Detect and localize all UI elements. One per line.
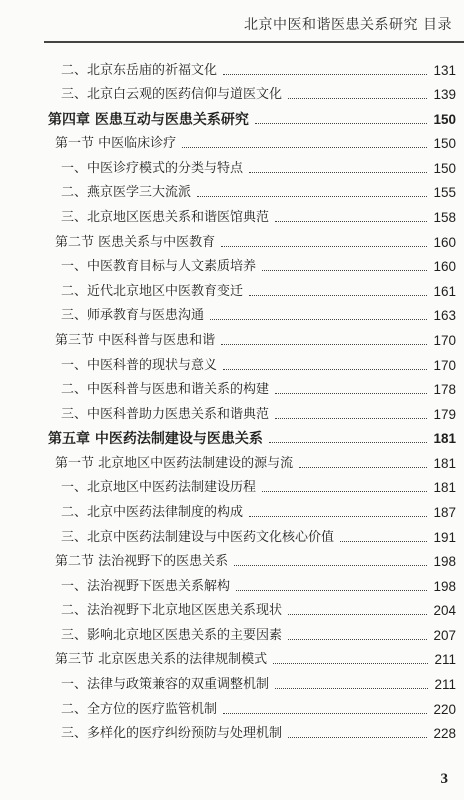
toc-entry-title: 二、近代北京地区中医教育变迁 [61,283,244,299]
toc-item [48,201,456,226]
dot-leader [275,393,427,394]
dot-leader [223,713,427,714]
page-number: 3 [440,771,448,787]
dot-leader [182,147,427,148]
toc-entry-title: 第一节 中医临床诊疗 [55,136,177,152]
toc-entry-title: 一、法律与政策兼容的双重调整机制 [61,677,270,693]
toc-entry-title: 二、燕京医学三大流派 [61,185,192,201]
dot-leader [269,442,428,443]
toc-entry-title: 三、影响北京地区医患关系的主要因素 [61,627,283,643]
toc-entry-title: 三、北京地区医患关系和谐医馆典范 [61,210,270,226]
toc-entry-title: 一、北京地区中医药法制建设历程 [61,480,257,496]
dot-leader [223,369,427,370]
toc-entry-title: 二、中医科普与医患和谐关系的构建 [61,382,270,398]
toc-section [48,447,456,472]
toc-item [48,521,456,546]
toc-section [48,546,456,571]
toc-item [48,177,456,202]
dot-leader [223,74,427,75]
toc-entry-title: 第四章 医患互动与医患关系研究 [48,111,249,128]
toc-entry-title: 二、北京中医药法律制度的构成 [61,504,244,520]
dot-leader [249,516,427,517]
toc-entry-page: 178 [433,382,456,398]
dot-leader [288,639,427,640]
toc-entry-page: 160 [433,234,456,250]
toc-item [48,668,456,693]
toc-entry-page: 131 [433,62,456,78]
toc-entry-title: 第二节 法治视野下的医患关系 [55,554,229,570]
toc-entry-page: 161 [433,283,456,299]
toc-entry-page: 181 [433,431,456,447]
toc-entry-page: 207 [433,627,456,643]
toc-entry-title: 三、北京白云观的医药信仰与道医文化 [61,87,283,103]
dot-leader [255,123,428,124]
toc-entry-page: 160 [433,259,456,275]
toc-chapter [48,103,456,128]
toc-item [48,472,456,497]
toc-entry-title: 一、法治视野下医患关系解构 [61,578,231,594]
dot-leader [249,295,427,296]
toc-entry-page: 158 [433,210,456,226]
dot-leader [275,221,427,222]
toc-item [48,619,456,644]
toc-entry-title: 第二节 医患关系与中医教育 [55,234,216,250]
toc-item [48,570,456,595]
dot-leader [234,565,427,566]
toc-item [48,374,456,399]
dot-leader [236,590,427,591]
toc-item [48,275,456,300]
toc-entry-page: 170 [433,357,456,373]
toc-entry-title: 三、中医科普助力医患关系和谐典范 [61,406,270,422]
dot-leader [275,688,428,689]
toc-entry-page: 150 [433,160,456,176]
toc-section [48,644,456,669]
toc-entry-title: 三、师承教育与医患沟通 [61,308,205,324]
toc-entry-page: 181 [433,455,456,471]
toc-item [48,595,456,620]
toc-entry-page: 198 [433,554,456,570]
dot-leader [340,541,427,542]
toc-item [48,54,456,79]
dot-leader [288,98,427,99]
toc-entry-page: 181 [433,480,456,496]
toc-entry-page: 198 [433,578,456,594]
toc-entry-page: 139 [433,87,456,103]
table-of-contents [48,54,456,742]
toc-entry-page: 150 [433,136,456,152]
toc-entry-page: 211 [434,677,456,693]
toc-entry-page: 155 [433,185,456,201]
toc-entry-page: 150 [433,111,456,127]
dot-leader [275,418,427,419]
dot-leader [262,491,427,492]
toc-entry-title: 一、中医教育目标与人文素质培养 [61,259,257,275]
toc-entry-title: 第三节 北京医患关系的法律规制模式 [55,652,268,668]
toc-item [48,398,456,423]
toc-section [48,226,456,251]
toc-entry-title: 三、北京中医药法制建设与中医药文化核心价值 [61,529,335,545]
toc-entry-page: 163 [433,308,456,324]
toc-entry-title: 二、北京东岳庙的祈福文化 [61,62,218,78]
toc-entry-title: 一、中医诊疗模式的分类与特点 [61,160,244,176]
dot-leader [273,663,428,664]
toc-entry-page: 179 [433,406,456,422]
toc-entry-page: 191 [433,529,456,545]
toc-item [48,300,456,325]
dot-leader [262,270,427,271]
header-rule [44,41,464,43]
toc-entry-title: 三、多样化的医疗纠纷预防与处理机制 [61,726,283,742]
dot-leader [221,246,427,247]
toc-entry-page: 204 [433,603,456,619]
toc-entry-title: 二、法治视野下北京地区医患关系现状 [61,603,283,619]
dot-leader [288,737,427,738]
dot-leader [221,344,427,345]
toc-item [48,693,456,718]
toc-section [48,324,456,349]
toc-item [48,496,456,521]
toc-entry-page: 211 [434,652,456,668]
toc-item [48,349,456,374]
toc-entry-title: 二、全方位的医疗监管机制 [61,701,218,717]
toc-entry-title: 第五章 中医药法制建设与医患关系 [48,431,263,448]
dot-leader [210,319,427,320]
toc-entry-title: 第三节 中医科普与医患和谐 [55,332,216,348]
toc-item [48,79,456,104]
toc-item [48,718,456,743]
dot-leader [299,467,427,468]
toc-entry-title: 第一节 北京地区中医药法制建设的源与流 [55,455,294,471]
toc-entry-page: 170 [433,332,456,348]
dot-leader [288,614,427,615]
toc-entry-page: 187 [433,504,456,520]
toc-chapter [48,423,456,448]
toc-entry-title: 一、中医科普的现状与意义 [61,357,218,373]
toc-entry-page: 220 [433,701,456,717]
toc-item [48,251,456,276]
dot-leader [249,172,427,173]
toc-entry-page: 228 [433,726,456,742]
toc-section [48,128,456,153]
toc-item [48,152,456,177]
dot-leader [197,196,427,197]
running-header: 北京中医和谐医患关系研究 目录 [244,17,452,33]
